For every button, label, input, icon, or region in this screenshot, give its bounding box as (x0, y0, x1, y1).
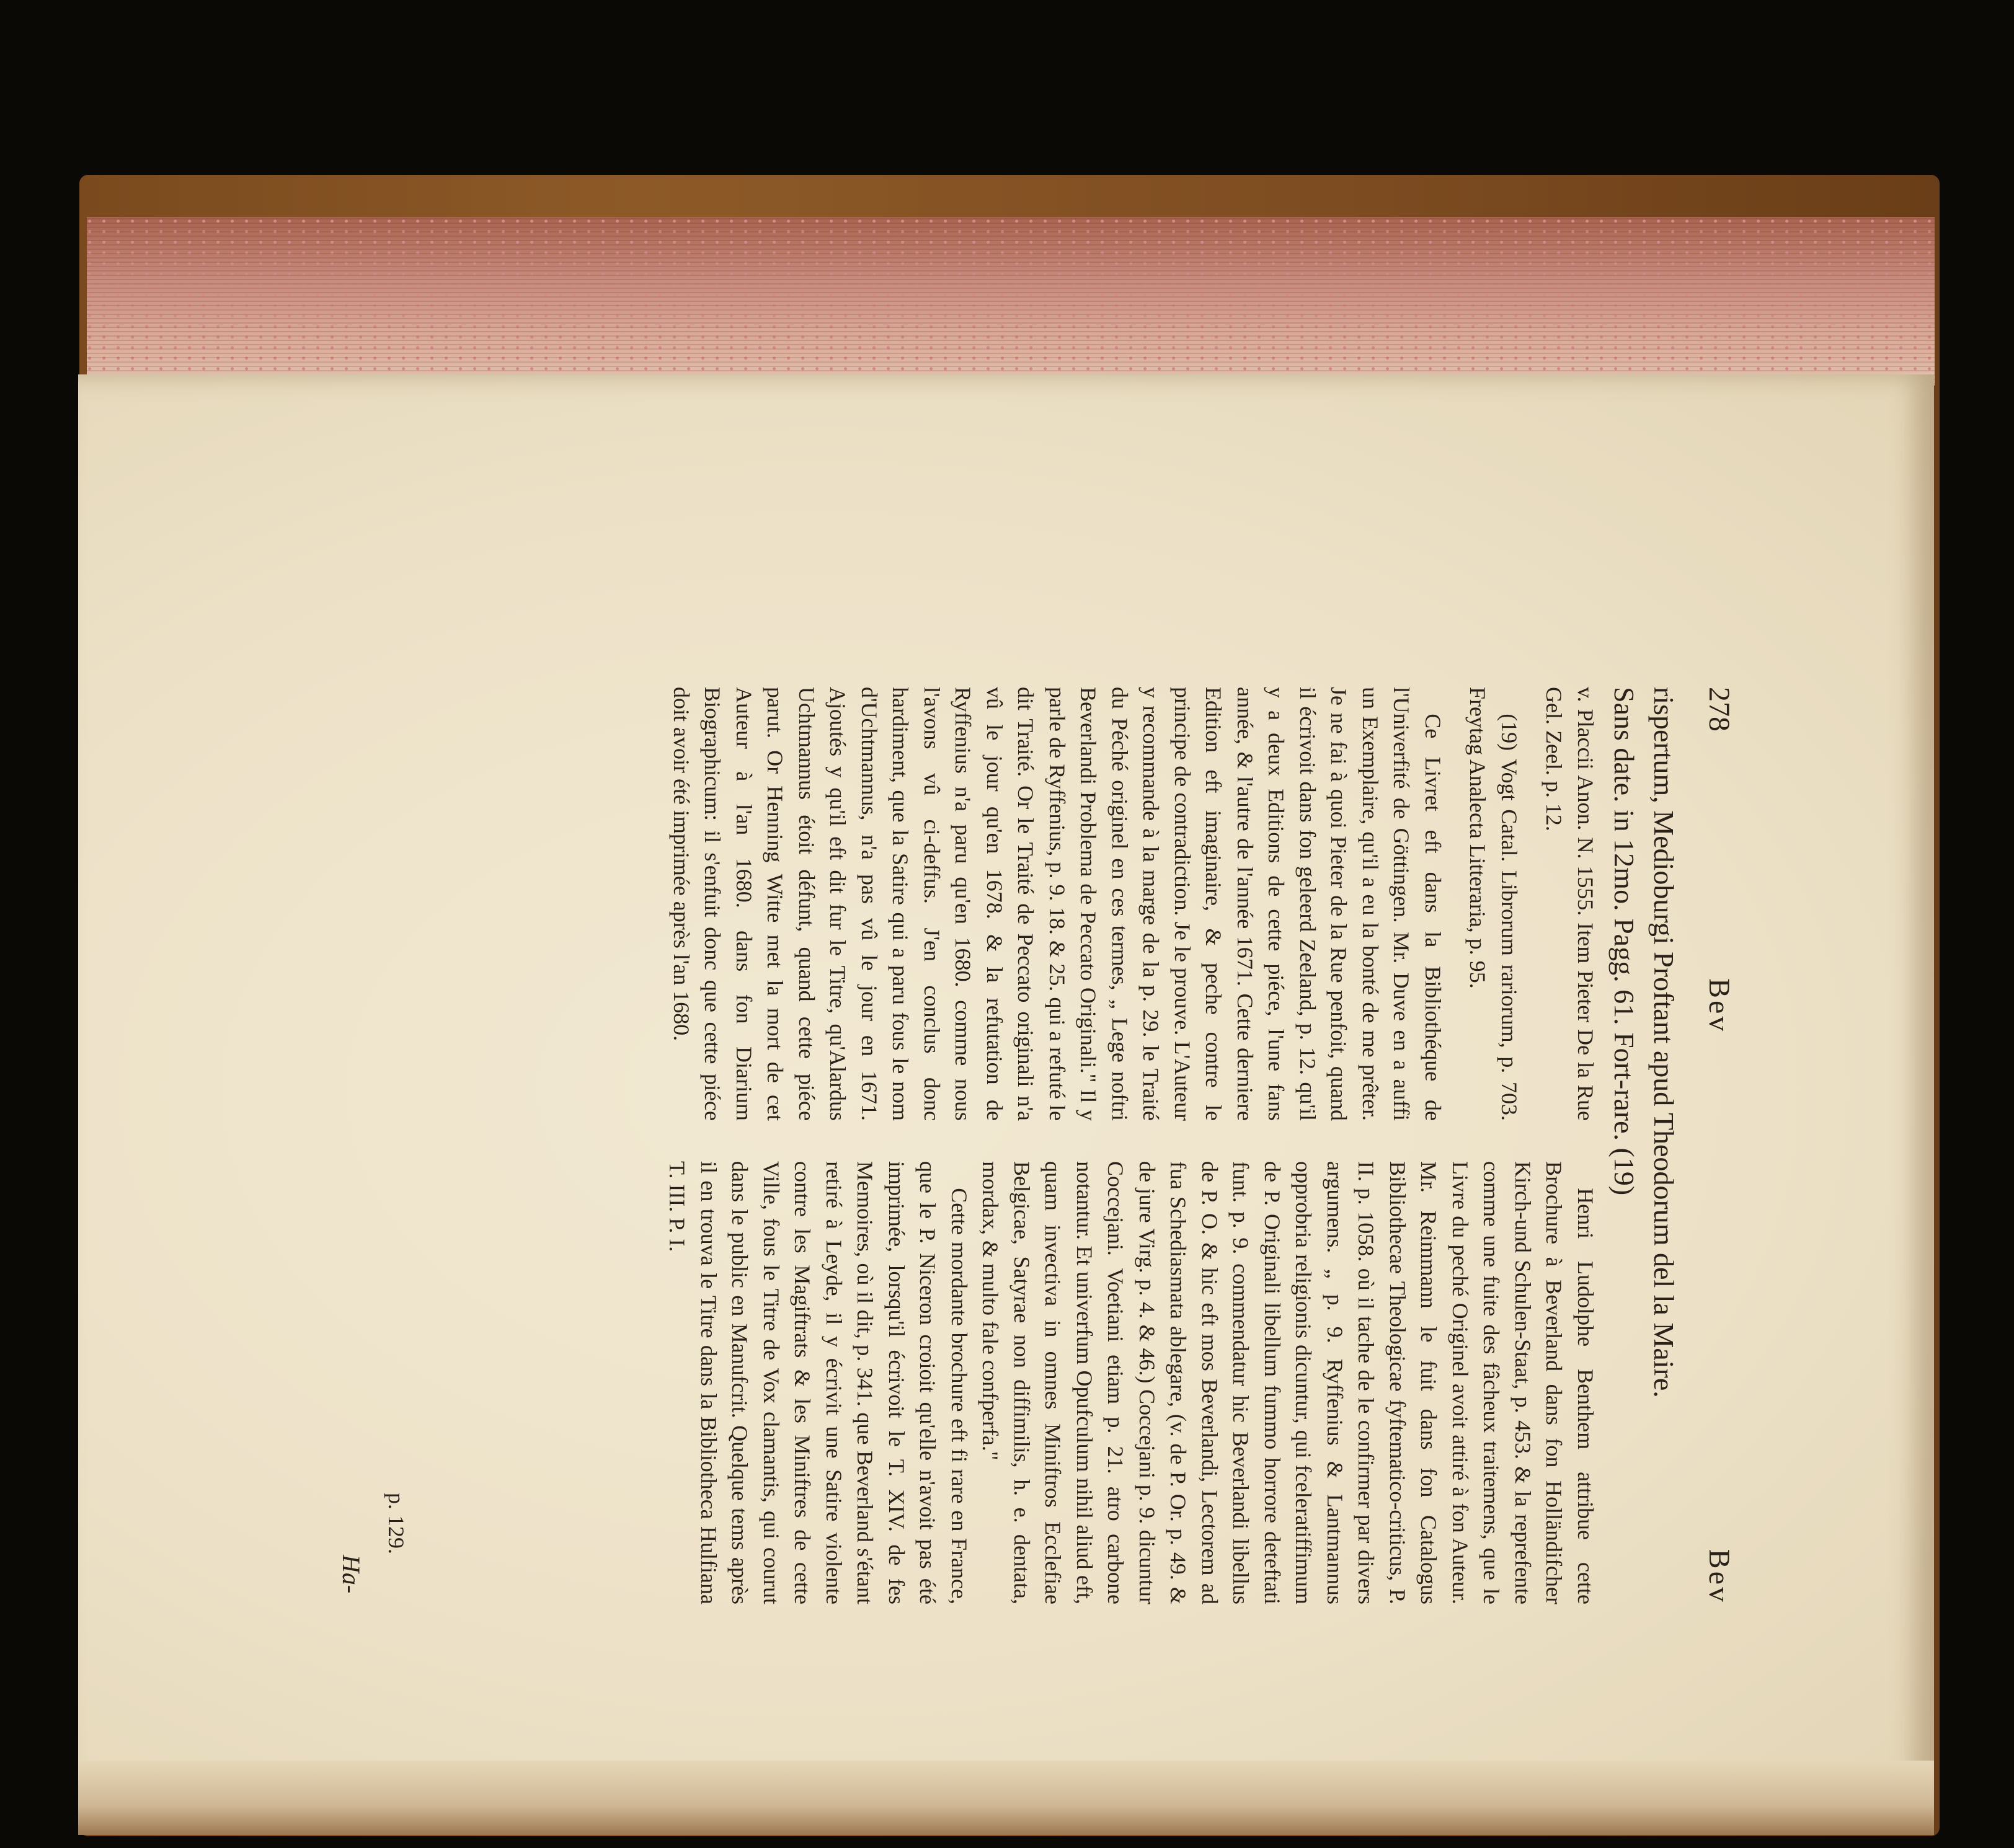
running-title-right: Bev (1703, 1549, 1736, 1604)
title-line: rispertum, Medioburgi Proftant apud Theodorum del la Maire. (1648, 687, 1680, 1398)
title-line: Sans date. in 12mo. Pagg. 61. Fort-rare. (19) (1608, 687, 1640, 1196)
catchword: Ha- (337, 1555, 365, 1594)
right-column (662, 1161, 1601, 1604)
paragraph: v. Placcii Anon. N. 1555. Item Pieter De la Rue Gel. Zeel. p. 12. (1542, 687, 1598, 1121)
running-header (1693, 687, 1736, 1604)
paragraph: Ce Livret eft dans la Bibliothéque de l'Univerfité de Göttingen. Mr. Duve en a auffi un Exemplaire, qu'il a eu la bonté de me prêter. Je ne fai à quoi Pieter de la Rue penfoit, quand il écrivoit dans fon geleerd Zeeland, p. 12. qu'il y a deux Editions de cette piéce, l'une fans année, & l'autre de l'année 1671. Cette derniere Edition eft imaginaire, & peche contre le principe de contradiction. Je le prouve. L'Auteur y recommande à la marge de la p. 29. le Traité du Péché originel en ces termes, „ Lege noftri Beverlandi Problema de Peccato Originali." Il y parle de Ryffenius, p. 9. 18. & 25. qui a refuté le dit Traité. Or le Traité de Peccato originali n'a vû le jour qu'en 1678. & la refutation de Ryffenius n'a paru qu'en 1680. comme nous l'avons vû ci-deffus. J'en conclus donc hardiment, que la Satire qui a paru fous le nom d'Uchtmannus, n'a pas vû le jour en 1671. Ajoutés y qu'il eft dit fur le Titre, qu'Alardus Uchtmannus étoit défunt, quand cette piéce parut. Or Henning Witte met la mort de cet Auteur à l'an 1680. dans fon Diarium Biographicum: il s'enfuit donc que cette piéce doit avoir été imprimée après l'an 1680. (669, 687, 1445, 1121)
footer-reference: p. 129. (384, 1493, 409, 1554)
page-number: 278 (1703, 687, 1736, 732)
page-gutter (78, 1761, 1934, 1835)
running-title-left: Bev (1703, 978, 1736, 1034)
left-column (666, 687, 1602, 1121)
entry-title (1604, 687, 1684, 1604)
paragraph: Cette mordante brochure eft fi rare en France, que le P. Niceron croioit qu'elle n'avoit pas été imprimée, lorsqu'il écrivoit le T. XIV. de fes Memoires, où il dit, p. 341. que Beverland s'étant retiré à Leyde, il y écrivit une Satire violente contre les Magiftrats & les Miniftres de cette Ville, fous le Titre de Vox clamantis, qui courut dans le public en Manufcrit. Quelque tems après il en trouva le Titre dans la Bibliotheca Hulfiana T. III. P. I. (665, 1161, 972, 1604)
page-edges (87, 217, 1935, 386)
paragraph: Henri Ludolphe Benthem attribue cette Brochure à Beverland dans fon Holländifcher Kirch-und Schulen-Staat, p. 453. & la reprefente comme une fuite des fâcheux traitemens, que le Livre du peché Originel avoit attiré à fon Auteur. Mr. Reimmann le fuit dans fon Catalogus Bibliothecae Theologicae fyftematico-criticus, P. II. p. 1058. où il tache de le confirmer par divers argumens. „ p. 9. Ryffenius & Lantmannus opprobria religionis dicuntur, qui fceleratiffimum de P. Originali libellum fummo horrore deteftati funt. p. 9. commendatur hic Beverlandi libellus de P. O. & hic eft mos Beverlandi, Lectorem ad fua Schediasmata ablegare, (v. de P. Or. p. 49. & de jure Virg. p. 4. & 46.) Coccejani p. 9. dicuntur Coccejani. Voetiani etiam p. 21. atro carbone notantur. Et univerfum Opufculum nihil aliud eft, quam invectiva in omnes Miniftros Ecclefiae Belgicae, Satyrae non diffimilis, h. e. dentata, mordax, & multo fale confperfa." (978, 1161, 1598, 1604)
footnote: (19) Vogt Catal. Librorum rariorum, p. 703. Freytag Analecta Litteraria, p. 95. (1465, 687, 1522, 1121)
rotated-text-block (279, 687, 1736, 1604)
